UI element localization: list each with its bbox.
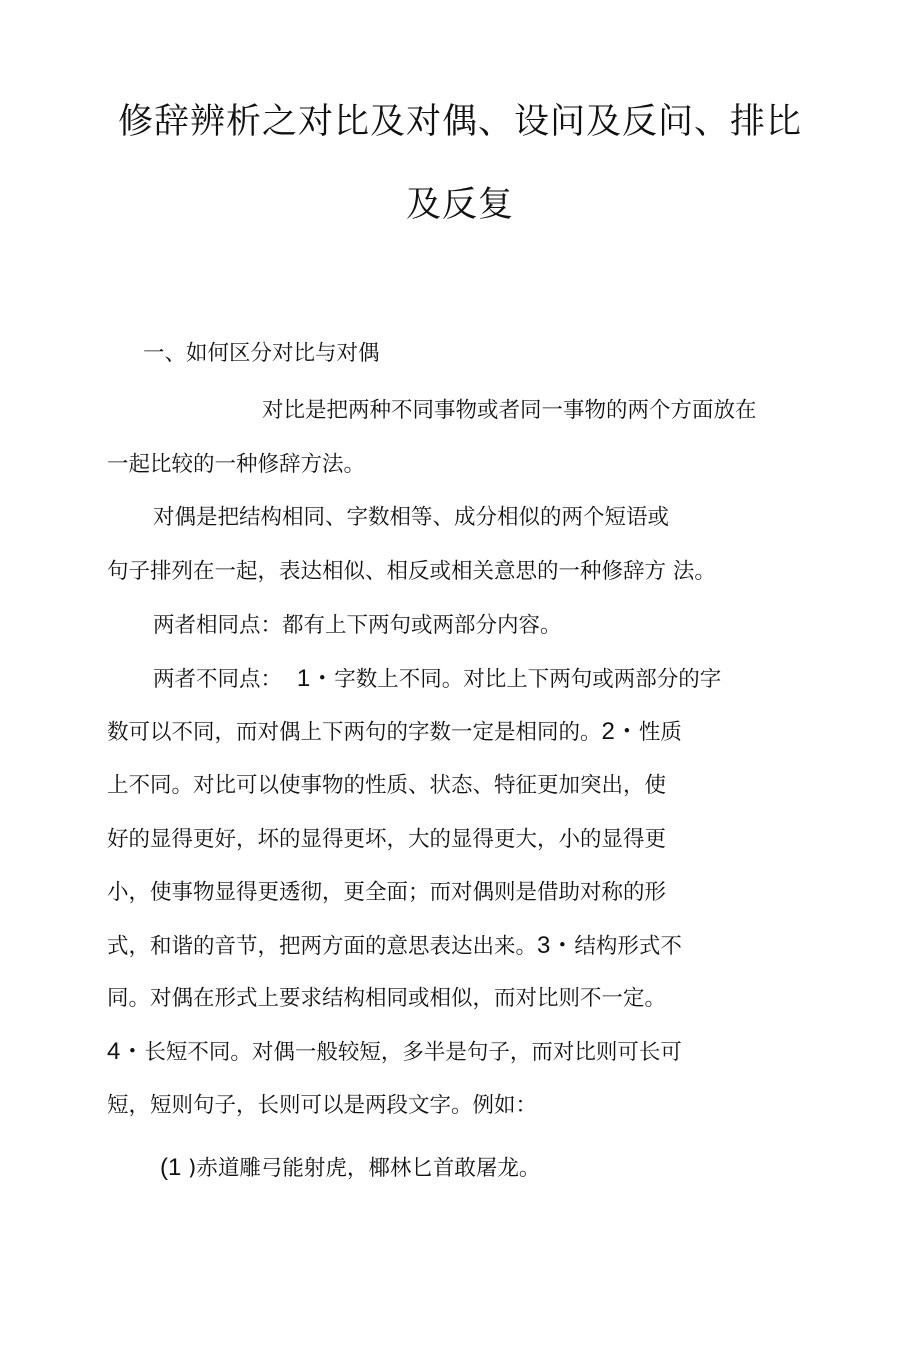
label-text: 两者不同点：: [153, 667, 283, 692]
text: 字数上不同。对比上下两句或两部分的字: [334, 667, 722, 692]
paragraph-line: [107, 931, 682, 962]
text: 式，和谐的音节，把两方面的意思表达出来。: [107, 934, 538, 959]
paragraph-line: 两者相同点：都有上下两句或两部分内容。: [153, 613, 562, 638]
paragraph-line: 好的显得更好，坏的显得更坏，大的显得更大，小的显得更: [107, 827, 667, 852]
list-number: 2・: [601, 718, 639, 745]
paragraph-line: 对偶是把结构相同、字数相等、成分相似的两个短语或: [153, 505, 670, 530]
text: 长短不同。对偶一般较短，多半是句子，而对比则可长可: [144, 1040, 682, 1065]
text: 数可以不同，而对偶上下两句的字数一定是相同的。: [107, 720, 602, 745]
document-title-line-2: 及反复: [405, 185, 514, 225]
paragraph-line: [153, 664, 721, 695]
list-number: 4・: [107, 1038, 145, 1065]
paragraph-line: 同。对偶在形式上要求结构相同或相似，而对比则不一定。: [107, 986, 667, 1011]
paragraph-line: [107, 1037, 682, 1068]
example-number: (1: [160, 1154, 189, 1181]
example-text: )赤道雕弓能射虎，椰林匕首敢屠龙。: [188, 1156, 541, 1181]
document-title-line-1: 修辞辨析之对比及对偶、设问及反问、排比: [117, 102, 802, 142]
paragraph-line: 对比是把两种不同事物或者同一事物的两个方面放在: [262, 398, 757, 423]
paragraph-line: 上不同。对比可以使事物的性质、状态、特征更加突出，使: [107, 773, 667, 798]
list-number: 1・: [296, 665, 335, 692]
paragraph-line: [107, 717, 682, 748]
text: 结构形式不: [574, 934, 682, 959]
paragraph-line: 句子排列在一起，表达相似、相反或相关意思的一种修辞方 法。: [107, 559, 716, 584]
paragraph-line: 小，使事物显得更透彻，更全面；而对偶则是借助对称的形: [107, 880, 667, 905]
list-number: 3・: [537, 932, 575, 959]
paragraph-line: 短，短则句子，长则可以是两段文字。例如：: [107, 1093, 538, 1118]
example-line: [160, 1153, 540, 1184]
text: 性质: [638, 720, 682, 745]
paragraph-line: 一起比较的一种修辞方法。: [107, 452, 366, 477]
section-heading: 一、如何区分对比与对偶: [143, 341, 380, 366]
